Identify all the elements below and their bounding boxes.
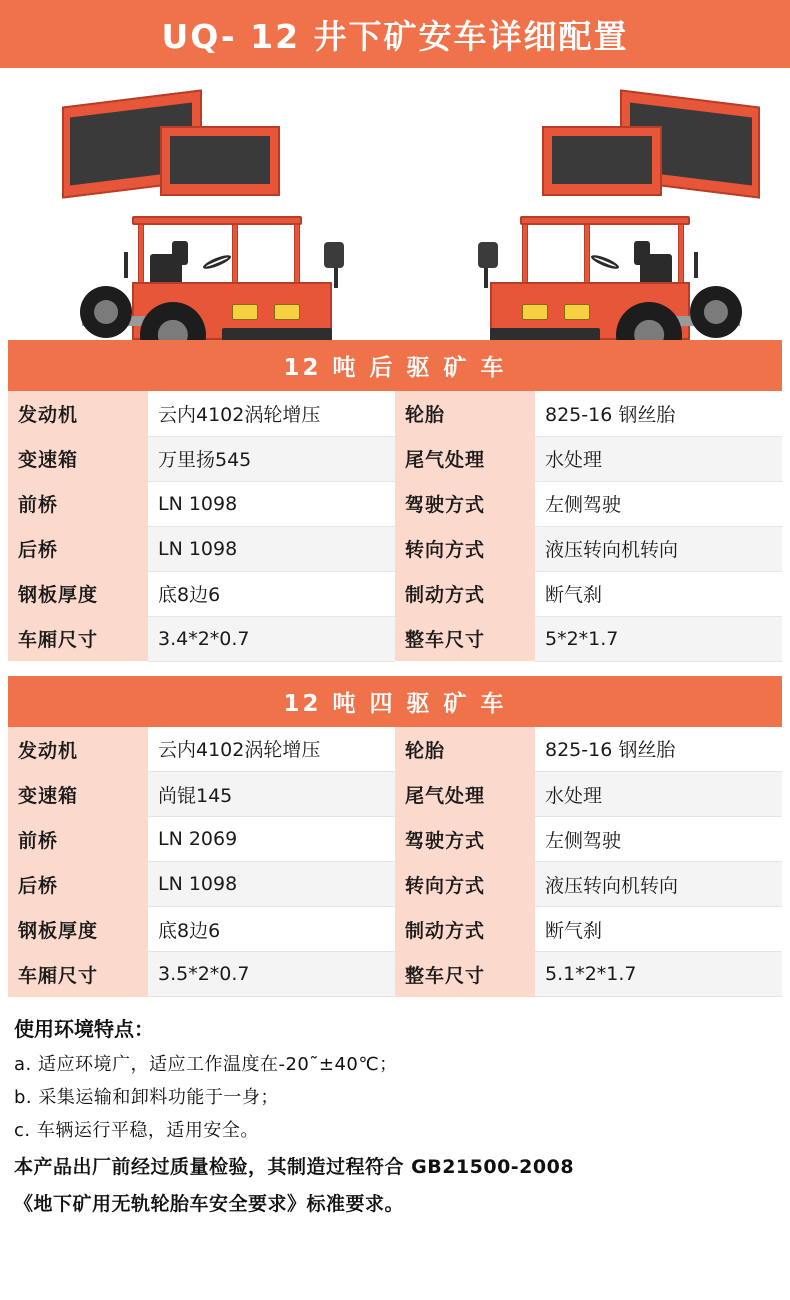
- spec-value: 825-16 钢丝胎: [535, 727, 782, 772]
- spec-label: 制动方式: [395, 907, 535, 952]
- table-row: [8, 727, 782, 772]
- spec-value: LN 1098: [148, 481, 395, 526]
- truck-photo-right: [400, 76, 760, 336]
- spec-label: 驾驶方式: [395, 817, 535, 862]
- spec-label: 轮胎: [395, 391, 535, 436]
- spec-table-rear-drive: [8, 391, 782, 662]
- spec-value: 水处理: [535, 772, 782, 817]
- spec-value: 左侧驾驶: [535, 481, 782, 526]
- spec-value: LN 2069: [148, 817, 395, 862]
- spec-label: 后桥: [8, 862, 148, 907]
- spec-label: 后桥: [8, 526, 148, 571]
- spec-value: LN 1098: [148, 862, 395, 907]
- table-row: [8, 952, 782, 997]
- notes-line: c. 车辆运行平稳，适用安全。: [14, 1120, 259, 1141]
- spec-value: 825-16 钢丝胎: [535, 391, 782, 436]
- spec-label: 转向方式: [395, 526, 535, 571]
- table-row: [8, 526, 782, 571]
- spec-label: 整车尺寸: [395, 952, 535, 997]
- spec-label: 转向方式: [395, 862, 535, 907]
- spec-label: 轮胎: [395, 727, 535, 772]
- spec-value: 万里扬545: [148, 436, 395, 481]
- spec-label: 前桥: [8, 817, 148, 862]
- table-row: [8, 616, 782, 661]
- spec-title-rear-drive: 12 吨 后 驱 矿 车: [8, 340, 782, 391]
- product-photo-band: [0, 68, 790, 340]
- spec-value: 3.4*2*0.7: [148, 616, 395, 661]
- spec-label: 变速箱: [8, 436, 148, 481]
- spec-table-four-wheel-drive: [8, 727, 782, 998]
- spec-value: 断气刹: [535, 907, 782, 952]
- table-row: [8, 571, 782, 616]
- spec-label: 钢板厚度: [8, 907, 148, 952]
- spec-value: LN 1098: [148, 526, 395, 571]
- spec-value: 5.1*2*1.7: [535, 952, 782, 997]
- spec-block-four-wheel-drive: [0, 676, 790, 998]
- spec-value: 底8边6: [148, 571, 395, 616]
- spec-label: 尾气处理: [395, 772, 535, 817]
- spec-label: 车厢尺寸: [8, 952, 148, 997]
- spec-label: 发动机: [8, 391, 148, 436]
- table-row: [8, 862, 782, 907]
- spec-label: 前桥: [8, 481, 148, 526]
- table-gap: [0, 662, 790, 676]
- truck-photo-left: [62, 76, 422, 336]
- notes-line: b. 采集运输和卸料功能于一身；: [14, 1087, 279, 1108]
- spec-label: 车厢尺寸: [8, 616, 148, 661]
- spec-value: 5*2*1.7: [535, 616, 782, 661]
- spec-value: 3.5*2*0.7: [148, 952, 395, 997]
- spec-label: 驾驶方式: [395, 481, 535, 526]
- table-row: [8, 481, 782, 526]
- spec-value: 云内4102涡轮增压: [148, 727, 395, 772]
- page-header: [0, 0, 790, 68]
- notes-line: a. 适应环境广，适应工作温度在-20˜±40℃；: [14, 1054, 398, 1075]
- spec-value: 尚锟145: [148, 772, 395, 817]
- usage-notes: [0, 997, 790, 1216]
- notes-heading: 使用环境特点：: [14, 1017, 154, 1041]
- spec-value: 液压转向机转向: [535, 862, 782, 907]
- compliance-line-2: 《地下矿用无轨轮胎车安全要求》标准要求。: [14, 1193, 405, 1215]
- spec-label: 制动方式: [395, 571, 535, 616]
- spec-value: 水处理: [535, 436, 782, 481]
- spec-label: 发动机: [8, 727, 148, 772]
- spec-label: 变速箱: [8, 772, 148, 817]
- table-row: [8, 817, 782, 862]
- table-row: [8, 436, 782, 481]
- spec-value: 底8边6: [148, 907, 395, 952]
- compliance-line-1: 本产品出厂前经过质量检验，其制造过程符合 GB21500-2008: [14, 1156, 575, 1178]
- spec-value: 左侧驾驶: [535, 817, 782, 862]
- table-row: [8, 391, 782, 436]
- page-title: UQ- 12 井下矿安车详细配置: [161, 16, 629, 56]
- spec-label: 钢板厚度: [8, 571, 148, 616]
- spec-value: 断气刹: [535, 571, 782, 616]
- spec-label: 尾气处理: [395, 436, 535, 481]
- spec-value: 液压转向机转向: [535, 526, 782, 571]
- spec-title-four-wheel-drive: 12 吨 四 驱 矿 车: [8, 676, 782, 727]
- spec-value: 云内4102涡轮增压: [148, 391, 395, 436]
- spec-label: 整车尺寸: [395, 616, 535, 661]
- table-row: [8, 907, 782, 952]
- table-row: [8, 772, 782, 817]
- spec-block-rear-drive: [0, 340, 790, 662]
